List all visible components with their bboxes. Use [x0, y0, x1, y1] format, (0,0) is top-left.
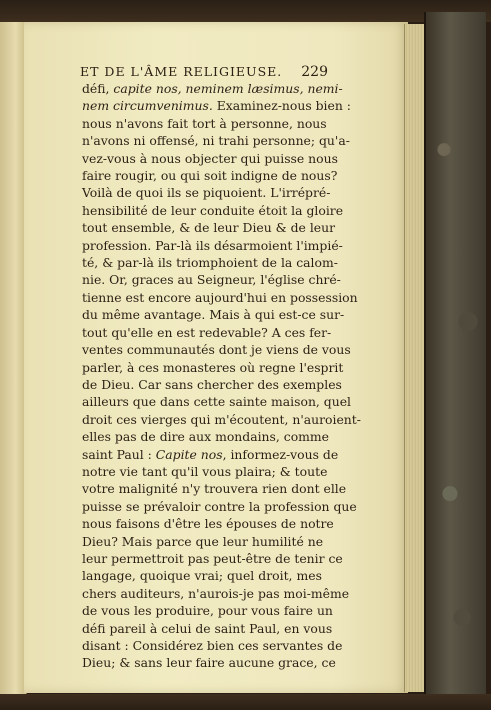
text-segment: parler, à ces monasteres où regne l'esprit — [82, 359, 344, 375]
text-segment: notre vie tant qu'il vous plaira; & toute — [82, 463, 328, 479]
text-segment: saint Paul : — [82, 446, 156, 462]
text-line — [82, 219, 336, 236]
text-line — [82, 411, 361, 428]
text-segment: Dieu? Mais parce que leur humilité ne — [82, 533, 324, 549]
text-line — [82, 254, 338, 271]
text-segment: nous faisons d'être les épouses de notre — [82, 516, 334, 532]
text-segment: tout qu'elle en est redevable? A ces fer- — [82, 324, 332, 340]
text-line — [82, 376, 342, 393]
running-header — [80, 64, 328, 80]
text-segment: défi, — [82, 81, 114, 96]
text-segment: tienne est encore aujourd'hui en possession — [82, 289, 358, 305]
text-line — [82, 80, 343, 97]
text-segment: droit ces vierges qui m'écoutent, n'auroient- — [82, 411, 361, 427]
body-text — [82, 80, 361, 672]
page-number: 229 — [301, 64, 328, 80]
text-segment: défi pareil à celui de saint Paul, en vous — [82, 620, 333, 636]
text-segment: leur permettroit pas peut-être de tenir ce — [82, 550, 343, 566]
book-top-edge — [0, 0, 491, 22]
text-segment: , informez-vous de — [222, 446, 339, 462]
text-segment: Examinez-nous bien : — [212, 98, 351, 114]
text-segment: elles pas de dire aux mondains, comme — [82, 429, 330, 445]
text-line — [82, 97, 351, 114]
text-segment: n'avons ni offensé, ni trahi personne; qu'a- — [82, 133, 350, 149]
page-edges — [404, 24, 425, 692]
text-segment: ventes communautés dont je viens de vous — [82, 342, 351, 358]
text-segment: du même avantage. Mais à qui est-ce sur- — [82, 307, 345, 323]
text-line — [82, 237, 343, 254]
text-line — [82, 446, 339, 463]
text-line — [82, 393, 352, 410]
text-segment: nous n'avons fait tort à personne, nous — [82, 115, 327, 131]
text-line — [82, 463, 328, 480]
text-segment: ailleurs que dans cette sainte maison, quel — [82, 394, 352, 410]
text-segment: nie. Or, graces au Seigneur, l'église chré- — [82, 272, 341, 288]
text-segment: de Dieu. Car sans chercher des exemples — [82, 376, 342, 392]
text-segment: Capite nos — [155, 446, 223, 462]
text-line — [82, 585, 350, 602]
text-line — [82, 271, 341, 288]
text-segment: nem circumvenimus. — [82, 98, 213, 114]
text-segment: puisse se prévaloir contre la profession que — [82, 498, 357, 514]
text-segment: disant : Considérez bien ces servantes de — [82, 638, 343, 653]
text-line — [82, 654, 336, 671]
text-segment: faire rougir, ou qui soit indigne de nous? — [82, 168, 338, 184]
text-line — [82, 202, 344, 219]
text-line — [82, 602, 333, 619]
text-line — [82, 132, 350, 149]
text-segment: chers auditeurs, n'aurois-je pas moi-même — [82, 585, 350, 601]
text-line — [82, 480, 347, 497]
text-line — [82, 515, 334, 532]
text-line — [82, 167, 338, 184]
text-segment: Dieu; & sans leur faire aucune grace, ce — [82, 655, 336, 671]
text-line — [82, 324, 332, 341]
text-segment: tout ensemble, & de leur Dieu & de leur — [82, 220, 336, 236]
text-segment: langage, quoique vrai; quel droit, mes — [82, 568, 322, 584]
text-line — [82, 637, 343, 654]
text-line — [82, 567, 322, 584]
text-segment: hensibilité de leur conduite étoit la gloire — [82, 202, 344, 218]
text-segment: profession. Par-là ils désarmoient l'impié- — [82, 237, 343, 253]
text-segment: Voilà de quoi ils se piquoient. L'irrépré- — [82, 185, 331, 201]
running-title: ET DE L'ÂME RELIGIEUSE. — [80, 64, 283, 79]
text-segment: capite nos, neminem læsimus, nemi- — [113, 81, 343, 96]
text-line — [82, 533, 322, 550]
text-line — [82, 620, 333, 637]
text-segment: de vous les produire, pour vous faire un — [82, 603, 333, 619]
facing-page-edge — [0, 22, 27, 694]
text-line — [82, 115, 327, 132]
text-line — [82, 428, 330, 445]
text-line — [82, 306, 345, 323]
text-line — [82, 184, 331, 201]
text-segment: té, & par-là ils triomphoient de la calom- — [82, 255, 338, 271]
text-line — [82, 341, 351, 358]
text-line — [82, 150, 338, 167]
text-line — [82, 289, 358, 306]
text-segment: vez-vous à nous objecter qui puisse nous — [82, 150, 338, 166]
text-line — [82, 498, 357, 515]
text-line — [82, 359, 344, 376]
text-segment: votre malignité n'y trouvera rien dont elle — [82, 481, 347, 497]
marbled-cover-board — [424, 12, 486, 700]
text-line — [82, 550, 343, 567]
book-bottom-edge — [0, 694, 491, 710]
